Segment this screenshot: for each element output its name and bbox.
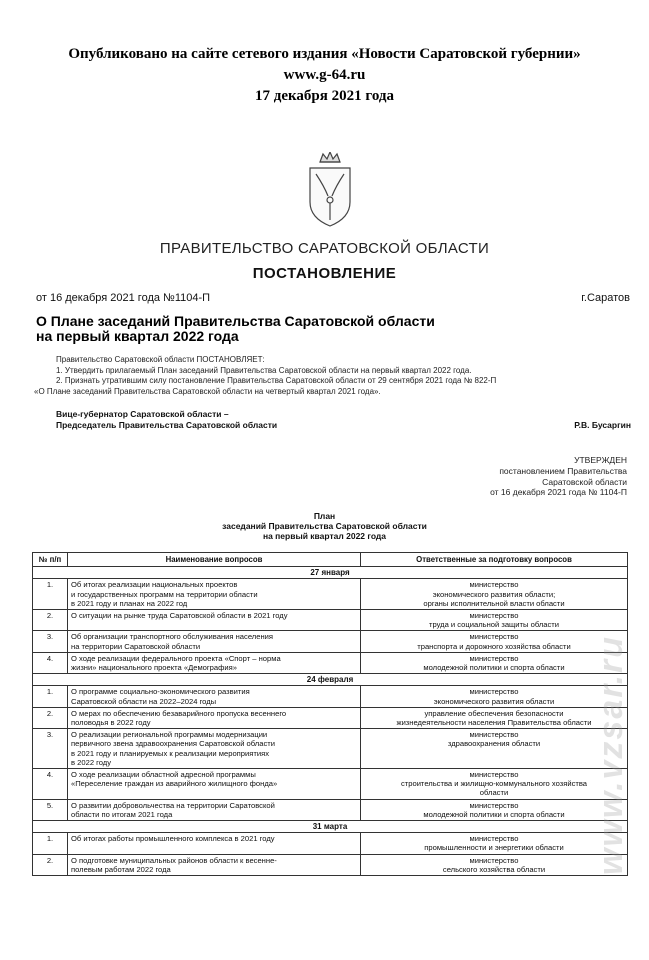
publication-site: www.g-64.ru <box>283 67 366 83</box>
row-number: 1. <box>33 686 68 707</box>
question-line: «Переселение граждан из аварийного жилищного фонда» <box>71 779 278 789</box>
plan-table-body <box>33 567 628 876</box>
responsible-line: министерство <box>469 632 519 642</box>
title-line: на первый квартал 2022 года <box>36 328 239 344</box>
table-row <box>33 729 628 769</box>
question-line: области по итогам 2021 года <box>71 809 173 819</box>
government-name: ПРАВИТЕЛЬСТВО САРАТОВСКОЙ ОБЛАСТИ <box>159 240 490 257</box>
row-number: 2. <box>33 707 68 728</box>
row-number: 1. <box>33 579 68 610</box>
responsible-line: министерство <box>469 687 519 697</box>
table-row <box>33 799 628 820</box>
decree-city: г.Саратов <box>581 292 630 304</box>
table-row <box>33 769 628 800</box>
signature-block <box>56 409 631 431</box>
responsible-line: министерство <box>469 855 519 865</box>
responsible-line: молодежной политики и спорта области <box>423 809 565 819</box>
body-item-2-continuation: «О Плане заседаний Правительства Саратовской области на четвертый квартал 2021 года». <box>34 386 381 396</box>
question-line: половодья в 2022 году <box>71 718 151 728</box>
question-line: О развитии добровольчества на территории Саратовской <box>71 800 275 810</box>
question-line: О программе социально-экономического развития <box>71 687 250 697</box>
table-row <box>33 686 628 707</box>
question-line: Саратовской области на 2022–2024 годы <box>71 696 217 706</box>
question-line: первичного звена здравоохранения Саратовской области <box>71 739 275 749</box>
question-line: полевым работам 2022 года <box>71 864 171 874</box>
question-cell <box>68 799 361 820</box>
table-row <box>33 579 628 610</box>
question-line: О реализации региональной программы модернизации <box>71 730 268 740</box>
question-cell <box>68 854 361 875</box>
row-number: 5. <box>33 799 68 820</box>
table-header-row <box>33 553 628 567</box>
responsible-cell <box>361 833 628 854</box>
table-row <box>33 707 628 728</box>
body-intro: Правительство Саратовской области ПОСТАНОВЛЯЕТ: <box>56 355 265 364</box>
plan-heading <box>0 511 649 541</box>
row-number: 2. <box>33 610 68 631</box>
responsible-cell <box>361 652 628 673</box>
row-number: 2. <box>33 854 68 875</box>
title-line: О Плане заседаний Правительства Саратовской области <box>36 313 435 329</box>
row-number: 4. <box>33 769 68 800</box>
responsible-cell <box>361 707 628 728</box>
responsible-line: труда и социальной защиты области <box>429 620 559 630</box>
question-line: в 2021 году и планах на 2022 год <box>71 598 188 608</box>
responsible-cell <box>361 579 628 610</box>
body-item-1: 1. Утвердить прилагаемый План заседаний Правительства Саратовской области на первый квартал 2022 года. <box>56 365 472 375</box>
question-line: и государственных программ на территории области <box>71 589 258 599</box>
date-number-line <box>36 292 630 304</box>
plan-heading-line: План <box>313 511 336 521</box>
responsible-cell <box>361 799 628 820</box>
question-line: О ходе реализации областной адресной программы <box>71 770 256 780</box>
coat-of-arms-icon <box>306 152 354 228</box>
responsible-line: экономического развития области; <box>432 589 556 599</box>
responsible-line: министерство <box>469 770 519 780</box>
watermark-text: www.vzsar.ru <box>592 634 630 876</box>
meeting-date: 31 марта <box>33 821 628 833</box>
signer-role: Председатель Правительства Саратовской области <box>56 420 278 430</box>
responsible-line: управление обеспечения безопасности <box>424 708 564 718</box>
table-section-row <box>33 567 628 579</box>
decree-date-number: от 16 декабря 2021 года №1104-П <box>36 292 211 304</box>
table-row <box>33 854 628 875</box>
question-line: О ситуации на рынке труда Саратовской области в 2021 году <box>71 611 288 621</box>
question-line: в 2021 году и планируемых к реализации мероприятиях <box>71 748 269 758</box>
document-type: ПОСТАНОВЛЕНИЕ <box>252 265 397 282</box>
question-cell <box>68 631 361 652</box>
column-header-number: № п/п <box>33 553 68 567</box>
question-line: в 2022 году <box>71 757 112 767</box>
row-number: 4. <box>33 652 68 673</box>
meeting-date: 24 февраля <box>33 674 628 686</box>
plan-table <box>32 552 628 876</box>
question-line: Об итогах работы промышленного комплекса в 2021 году <box>71 834 275 844</box>
question-cell <box>68 652 361 673</box>
responsible-line: министерство <box>469 611 519 621</box>
publication-date: 17 декабря 2021 года <box>255 88 394 104</box>
question-cell <box>68 729 361 769</box>
question-line: О мерах по обеспечению безаварийного пропуска весеннего <box>71 708 287 718</box>
question-cell <box>68 707 361 728</box>
body-item-2: 2. Признать утратившим силу постановление Правительства Саратовской области от 29 сентября 2021 года № 822-П <box>56 376 497 386</box>
plan-heading-line: заседаний Правительства Саратовской области <box>222 521 427 531</box>
publication-notice <box>20 44 629 107</box>
column-header-responsible: Ответственные за подготовку вопросов <box>361 553 628 567</box>
question-line: Об итогах реализации национальных проектов <box>71 580 238 590</box>
responsible-line: министерство <box>469 653 519 663</box>
column-header-questions: Наименование вопросов <box>68 553 361 567</box>
table-row <box>33 833 628 854</box>
table-section-row <box>33 821 628 833</box>
row-number: 1. <box>33 833 68 854</box>
question-line: О подготовке муниципальных районов области к весенне- <box>71 855 277 865</box>
responsible-line: здравоохранения области <box>447 739 541 749</box>
question-cell <box>68 610 361 631</box>
responsible-line: сельского хозяйства области <box>442 864 546 874</box>
question-line: О ходе реализации федерального проекта «Спорт – норма <box>71 653 281 663</box>
question-cell <box>68 579 361 610</box>
resolution-body <box>34 355 636 397</box>
approval-line: УТВЕРЖДЕН <box>574 455 627 465</box>
responsible-cell <box>361 729 628 769</box>
question-line: Об организации транспортного обслуживания населения <box>71 632 273 642</box>
table-section-row <box>33 674 628 686</box>
meeting-date: 27 января <box>33 567 628 579</box>
table-row <box>33 652 628 673</box>
responsible-cell <box>361 686 628 707</box>
responsible-line: транспорта и дорожного хозяйства области <box>417 641 571 651</box>
responsible-cell <box>361 854 628 875</box>
approval-line: Саратовской области <box>542 476 627 487</box>
responsible-line: органы исполнительной власти области <box>423 598 565 608</box>
responsible-line: промышленности и энергетики области <box>424 843 564 853</box>
responsible-cell <box>361 610 628 631</box>
document-title <box>36 314 596 344</box>
signer-name: Р.В. Бусаргин <box>574 420 631 430</box>
responsible-line: министерство <box>469 730 519 740</box>
plan-heading-line: на первый квартал 2022 года <box>262 531 387 541</box>
responsible-line: области <box>479 788 509 798</box>
row-number: 3. <box>33 729 68 769</box>
publication-line: Опубликовано на сайте сетевого издания «Новости Саратовской губернии» <box>68 46 581 62</box>
responsible-line: экономического развития области <box>433 696 555 706</box>
question-cell <box>68 833 361 854</box>
question-line: на территории Саратовской области <box>71 641 201 651</box>
approval-line: от 16 декабря 2021 года № 1104-П <box>490 487 627 498</box>
responsible-line: жизнедеятельности населения Правительства области <box>396 718 592 728</box>
question-line: жизни» национального проекта «Демография» <box>71 663 237 673</box>
responsible-line: министерство <box>469 834 519 844</box>
row-number: 3. <box>33 631 68 652</box>
responsible-cell <box>361 769 628 800</box>
approval-stamp <box>490 455 627 498</box>
responsible-line: молодежной политики и спорта области <box>423 663 565 673</box>
responsible-cell <box>361 631 628 652</box>
table-row <box>33 631 628 652</box>
signer-role: Вице-губернатор Саратовской области – <box>56 409 229 419</box>
question-cell <box>68 769 361 800</box>
responsible-line: министерство <box>469 580 519 590</box>
responsible-line: министерство <box>469 800 519 810</box>
table-row <box>33 610 628 631</box>
responsible-line: строительства и жилищно-коммунального хозяйства <box>400 779 588 789</box>
approval-line: постановлением Правительства <box>499 465 627 476</box>
question-cell <box>68 686 361 707</box>
